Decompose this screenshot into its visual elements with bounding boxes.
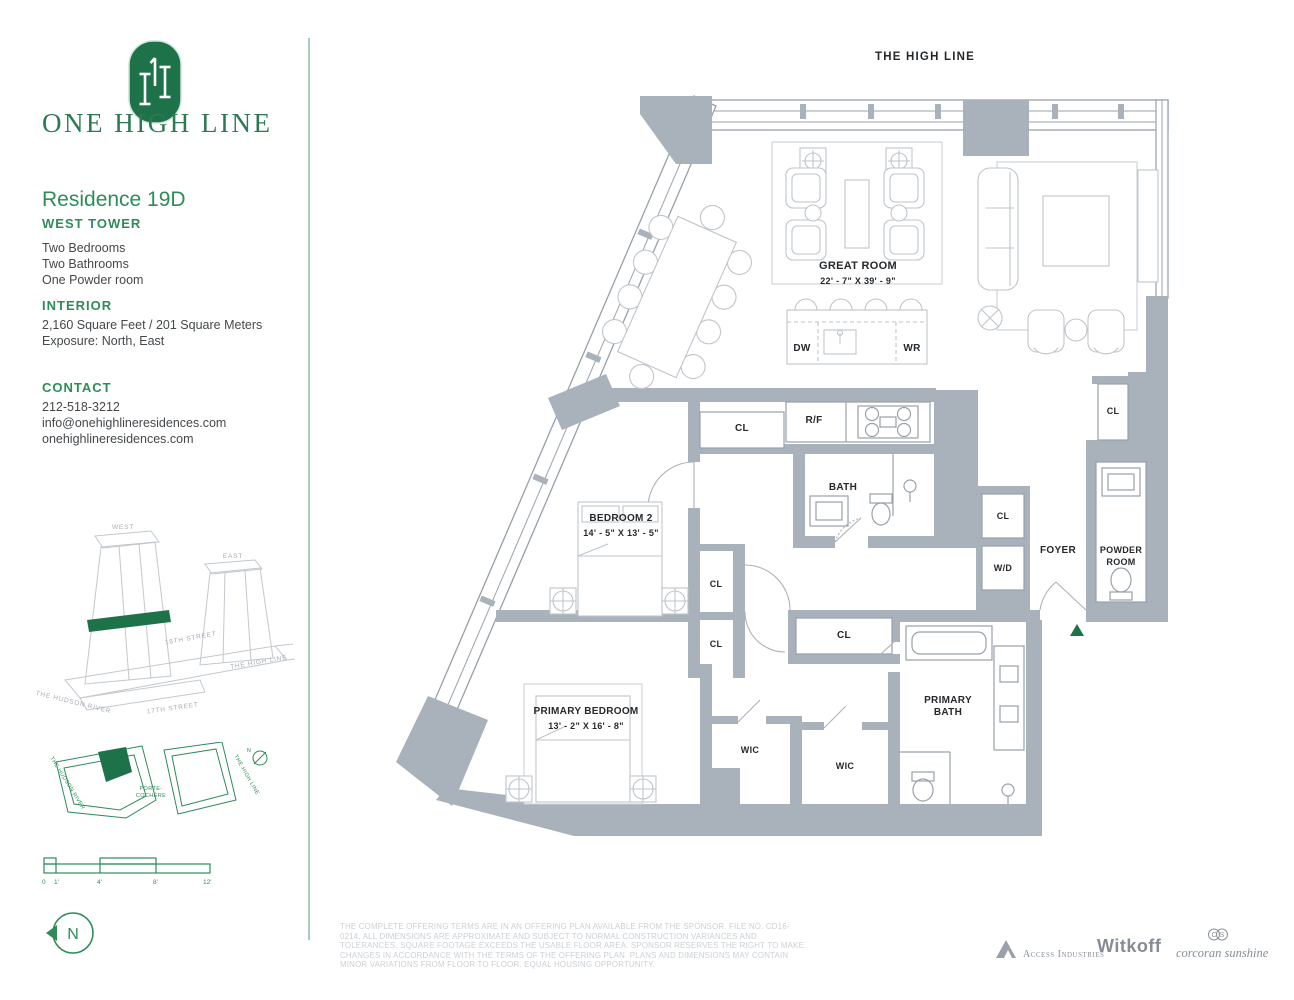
tower-subtitle: WEST TOWER	[42, 216, 142, 231]
scale-tick-1: 1'	[54, 879, 59, 886]
site-plan-map	[30, 742, 280, 857]
primary-bedroom-label: PRIMARY BEDROOM	[533, 706, 639, 717]
seating-group	[772, 142, 942, 284]
living-group	[978, 162, 1158, 354]
closet-label-hall: CL	[837, 630, 851, 641]
closet-label-mid-a: CL	[709, 579, 723, 589]
primary-bed	[506, 684, 656, 804]
closet-label-foyer: CL	[996, 511, 1010, 521]
closet-label-kitchen: CL	[735, 423, 749, 434]
porte-cochere-label-1: PORTE-	[139, 786, 163, 792]
contact-phone[interactable]: 212-518-3212	[42, 400, 120, 414]
wic1-label: WIC	[740, 745, 760, 755]
legal-disclaimer: THE COMPLETE OFFERING TERMS ARE IN AN OFFERING PLAN AVAILABLE FROM THE SPONSOR. FILE NO. CD16-0214. ALL DIMENSIONS ARE APPROXIMATE AND SUBJECT TO NORMAL CONSTRUCTION VARIANCES AND TOLERANCES. SQUARE FOOTAGE EXCEEDS THE USABLE FLOOR AREA. SPONSOR RESERVES THE RIGHT TO MAKE CHANGES IN ACCORDANCE WITH THE TERMS OF THE OFFERING PLAN. PLANS AND DIMENSIONS MAY CONTAIN MINOR VARIATIONS FROM FLOOR TO FLOOR. EQUAL HOUSING OPPORTUNITY.	[340, 922, 805, 970]
brand-wordmark: ONE HIGH LINE	[42, 108, 273, 138]
feature-powder: One Powder room	[42, 273, 144, 287]
porte-cochere-label-2: COCHÈRE	[135, 793, 167, 799]
street18-label: 18TH STREET	[164, 630, 218, 647]
site-highline-label: THE HIGH LINE	[232, 754, 261, 797]
site-unit-highlight	[98, 747, 132, 782]
foyer-label: FOYER	[1040, 545, 1076, 556]
primary-bedroom-dims: 13' - 2" X 16' - 8"	[548, 721, 624, 731]
scale-tick-0: 0	[42, 879, 46, 886]
scale-tick-12: 12'	[203, 879, 212, 886]
cs-monogram-icon	[1204, 928, 1232, 941]
mountain-icon	[995, 938, 1019, 960]
site-north-label: N	[246, 748, 252, 754]
furniture	[506, 142, 1158, 804]
towers-illustration	[25, 518, 295, 718]
great-room-dims: 22' - 7" X 39' - 9"	[820, 276, 896, 286]
feature-bedrooms: Two Bedrooms	[42, 241, 126, 255]
access-industries-logo	[995, 938, 1104, 960]
wine-fridge-label: WR	[903, 343, 921, 354]
scale-tick-8: 8'	[153, 879, 158, 886]
bedroom2-label: BEDROOM 2	[589, 513, 653, 524]
compass-n-label: N	[67, 926, 79, 943]
cs-s: S	[1219, 932, 1225, 939]
residence-title: Residence 19D	[42, 188, 186, 211]
scale-tick-4: 4'	[97, 879, 102, 886]
refrigerator-label: R/F	[805, 415, 823, 426]
great-room-label: GREAT ROOM	[819, 260, 897, 272]
sidebar	[0, 0, 310, 1000]
closet-label-mid-b: CL	[709, 639, 723, 649]
corcoran-sunshine-logo	[1176, 928, 1269, 961]
bedroom2-dims: 14' - 5" X 13' - 5"	[583, 528, 659, 538]
context-highline-label: THE HIGH LINE	[875, 51, 975, 63]
kitchen-island	[787, 299, 927, 364]
contact-heading: CONTACT	[42, 380, 112, 395]
washer-dryer-label: W/D	[993, 563, 1013, 573]
witkoff-logo: Witkoff	[1097, 936, 1162, 956]
east-tower-label: EAST	[222, 553, 244, 560]
contact-website[interactable]: onehighlineresidences.com	[42, 432, 194, 446]
scale-bar	[42, 852, 222, 888]
contact-email[interactable]: info@onehighlineresidences.com	[42, 416, 227, 430]
closet-label-upper: CL	[1106, 406, 1120, 416]
floor-highlight-band	[87, 610, 171, 632]
powder-room-label: POWDER ROOM	[1099, 545, 1143, 567]
north-compass-icon	[40, 903, 104, 965]
towers-highline-label: THE HIGH LINE	[229, 654, 288, 671]
site-hudson-label: THE HUDSON RIVER	[48, 755, 86, 811]
bedroom2-bed	[550, 502, 688, 616]
feature-bathrooms: Two Bathrooms	[42, 257, 129, 271]
interior-area: 2,160 Square Feet / 201 Square Meters	[42, 318, 263, 332]
entry-marker-icon	[1070, 624, 1084, 636]
west-tower-label: WEST	[112, 524, 134, 531]
cs-c: C	[1211, 932, 1217, 939]
hudson-river-label: THE HUDSON RIVER	[34, 689, 112, 716]
corcoran-sunshine-label: corcoran sunshine	[1176, 946, 1269, 960]
bath-label: BATH	[828, 482, 858, 493]
interior-heading: INTERIOR	[42, 298, 113, 313]
street17-label: 17TH STREET	[146, 701, 200, 716]
primary-bath-label: PRIMARY BATH	[924, 695, 972, 718]
interior-exposure: Exposure: North, East	[42, 334, 165, 348]
wic2-label: WIC	[835, 761, 855, 771]
access-industries-label: Access Industries	[1023, 949, 1105, 960]
dishwasher-label: DW	[793, 343, 811, 354]
